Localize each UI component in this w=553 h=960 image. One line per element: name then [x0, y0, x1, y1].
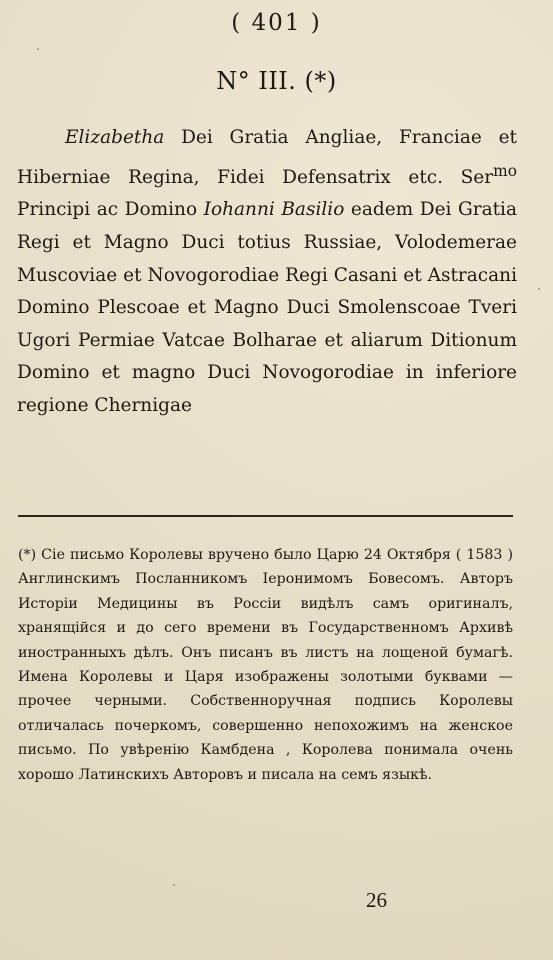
letter-address-paragraph — [17, 122, 517, 423]
paper-speck — [538, 288, 540, 290]
principi-phrase: Principi ac Domino — [17, 199, 198, 221]
tsar-name: Iohanni Basilio — [203, 199, 345, 221]
letter-address — [17, 122, 517, 423]
paper-speck — [37, 48, 39, 50]
tsar-titles: eadem Dei Gratia Regi et Magno Duci totius Russiae, Volodemerae Muscoviae et Novogorodiae Regi Casani et Astracani Domino Plescoae et Magno Duci Smolenscoae Tveri Ugori Permiae Vatcae Bolharae et aliarum Ditionum Domino et magno Duci Novogorodiae in inferiore regione Chernigae — [17, 199, 518, 416]
letter-title-text: Dei Gratia Angliae, Franciae et Hiberniae Regina, Fidei Defensatrix etc. Ser — [17, 127, 517, 188]
queen-name: Elizabetha — [65, 127, 165, 148]
footnote — [18, 543, 513, 787]
ser-superscript: mo — [493, 161, 517, 180]
page-number: 26 — [366, 888, 387, 912]
footnote-paragraph: (*) Сіе письмо Королевы вручено было Царю 24 Октября ( 1583 ) Англинскимъ Посланникомъ Іеронимомъ Бовесомъ. Авторъ Исторіи Медицины въ Россіи видѣлъ самъ оригиналъ, хранящійся и до сего времени въ Государственномъ Архивѣ иностранныхъ дѣлъ. Онъ писанъ въ листъ на лощеной бумагѣ. Имена Королевы и Царя изображены золотыми буквами — прочее черными. Собственноручная подпись Королевы отличалась почеркомъ, совершенно непохожимъ на женское письмо. По увѣренію Камбдена , Королева понимала очень хорошо Латинскихъ Авторовъ и писала на семъ языкѣ. — [18, 547, 513, 783]
footnote-separator — [18, 515, 513, 517]
document-title: N° III. (*) — [216, 67, 337, 95]
page-header: ( 401 ) — [231, 10, 322, 36]
paper-speck — [173, 884, 175, 886]
